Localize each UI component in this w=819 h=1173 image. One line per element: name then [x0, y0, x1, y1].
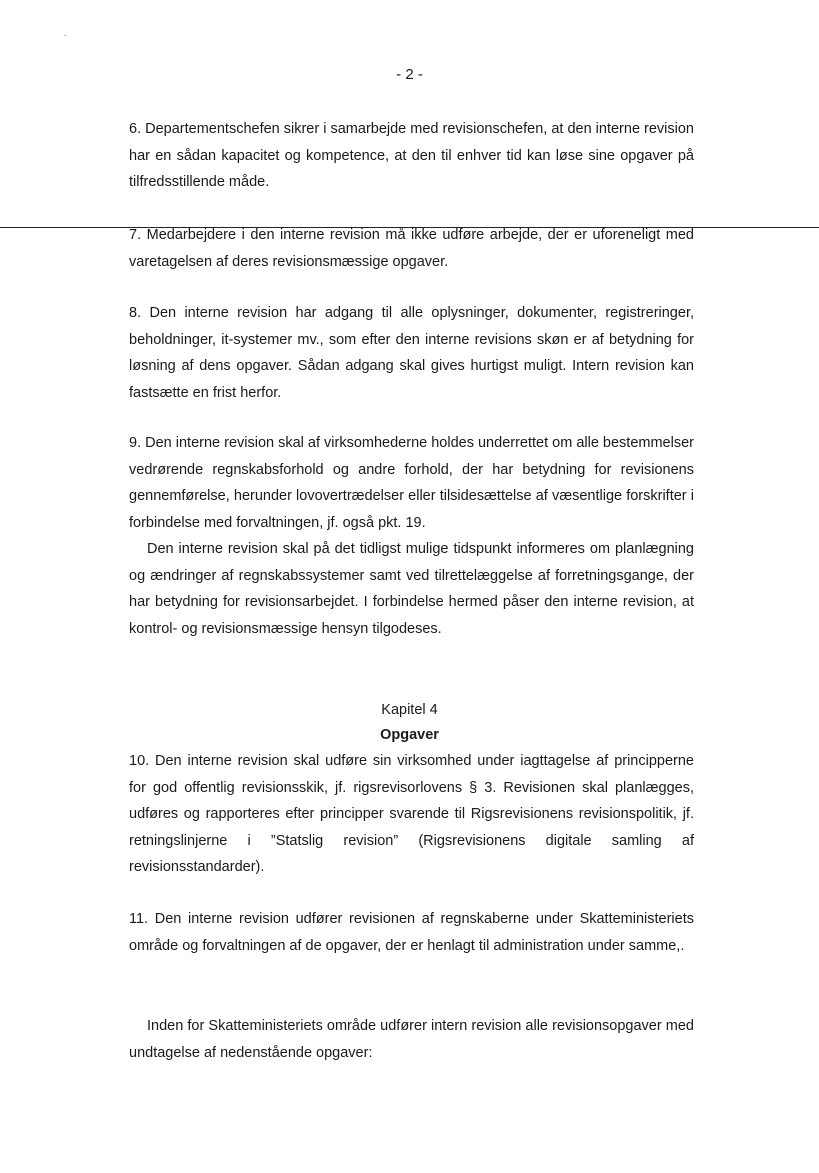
- chapter-label: Kapitel 4: [381, 702, 438, 718]
- chapter-title: Opgaver: [380, 727, 439, 743]
- scan-speck: [64, 35, 66, 36]
- paragraph-8: 8. Den interne revision har adgang til alle oplysninger, dokumenter, registreringer, beholdninger, it-systemer mv., som efter den interne revisions skøn er af betydning for løsning af dens opgaver. Sådan adgang skal gives hurtigst muligt. Intern revision kan fastsætte en frist herfor.: [129, 305, 694, 401]
- paragraph-10: 10. Den interne revision skal udføre sin virksomhed under iagttagelse af principperne for god offentlig revisionsskik, jf. rigsrevisorlovens § 3. Revisionen skal planlægges, udføres og rapporteres efter principper svarende til Rigsrevisionens revisionspolitik, jf. retningslinjerne i ”Statslig revision” (Rigsrevisionens digitale samling af revisionsstandarder).: [129, 753, 694, 876]
- paragraph-9: 9. Den interne revision skal af virksomhederne holdes underrettet om alle bestemmelser vedrørende regnskabsforhold og andre forhold, der har betydning for revisionens gennemførelse, herunder lovovertrædelser eller tilsidesættelse af væsentlige forskrifter i forbindelse med forvaltningen, jf. også pkt. 19.: [129, 435, 694, 531]
- paragraph-11-continued: Inden for Skatteministeriets område udfører intern revision alle revisionsopgaver med undtagelse af nedenstående opgaver:: [129, 1018, 694, 1061]
- paragraph-9-continued: Den interne revision skal på det tidligst mulige tidspunkt informeres om planlægning og ændringer af regnskabssystemer samt ved tilrettelæggelse af forretningsgange, der har betydning for revisionsarbejdet. I forbindelse hermed påser den interne revision, at kontrol- og revisionsmæssige hensyn tilgodeses.: [129, 541, 694, 637]
- paragraph-7: 7. Medarbejdere i den interne revision må ikke udføre arbejde, der er uforeneligt med varetagelsen af deres revisionsmæssige opgaver.: [129, 227, 694, 270]
- page-number: - 2 -: [396, 66, 423, 83]
- paragraph-6: 6. Departementschefen sikrer i samarbejde med revisionschefen, at den interne revision har en sådan kapacitet og kompetence, at den til enhver tid kan løse sine opgaver på tilfredsstillende måde.: [129, 121, 694, 191]
- paragraph-11: 11. Den interne revision udfører revisionen af regnskaberne under Skatteministeriets område og forvaltningen af de opgaver, der er henlagt til administration under samme,.: [129, 911, 694, 954]
